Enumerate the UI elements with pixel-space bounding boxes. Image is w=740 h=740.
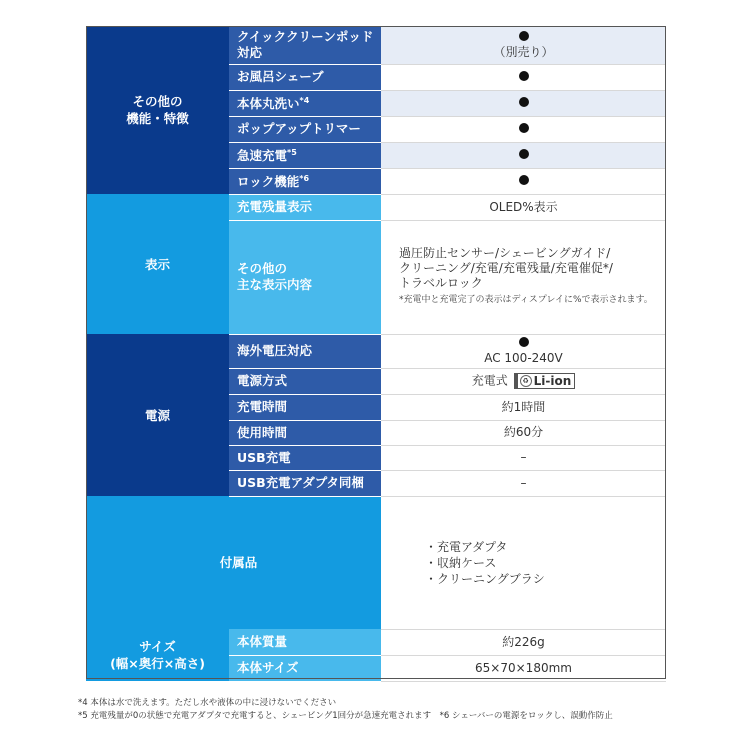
row-label: ロック機能$^{*6}$ xyxy=(229,168,381,194)
row-value xyxy=(381,64,666,90)
row-value: （別売り） xyxy=(381,26,666,64)
footnote: *4 本体は水で洗えます。ただし水や液体の中に浸けないでください xyxy=(78,698,337,708)
row-label: 急速充電$^{*5}$ xyxy=(229,142,381,168)
row-value: AC 100-240V xyxy=(381,334,666,368)
row-label: ポップアップトリマー xyxy=(229,116,381,142)
row-value: 約60分 xyxy=(381,420,666,445)
footnote: *5 充電残量が0の状態で充電アダプタで充電すると、シェービング1回分が急速充電されます *6 シェーバーの電源をロックし、誤動作防止 xyxy=(78,711,613,721)
row-label: 本体サイズ xyxy=(229,655,381,681)
row-value xyxy=(381,116,666,142)
dot-icon xyxy=(519,149,529,159)
row-value xyxy=(381,90,666,116)
category-other xyxy=(86,26,229,194)
row-value: 充電式 ♻ Li-ion xyxy=(381,368,666,394)
accessories-list xyxy=(381,496,666,629)
dot-icon xyxy=(519,31,529,41)
category-size: サイズ (幅×奥行×高さ) xyxy=(86,629,229,681)
row-label: お風呂シェーブ xyxy=(229,64,381,90)
category-power: 電源 xyxy=(86,334,229,496)
category-accessories: 付属品 xyxy=(86,496,381,629)
row-label: 使用時間 xyxy=(229,420,381,445)
row-label: クイッククリーンポッド 対応 xyxy=(229,26,381,64)
row-value: 約226g xyxy=(381,629,666,655)
row-value: OLED%表示 xyxy=(381,194,666,220)
spec-table xyxy=(86,26,666,682)
list-item: ・充電アダプタ xyxy=(425,539,508,554)
footnotes xyxy=(78,697,613,723)
row-label: 本体丸洗い$^{*4}$ xyxy=(229,90,381,116)
row-label: 電源方式 xyxy=(229,368,381,394)
row-label: 充電残量表示 xyxy=(229,194,381,220)
row-label: USB充電 xyxy=(229,445,381,470)
dot-icon xyxy=(519,175,529,185)
row-value: 65×70×180mm xyxy=(381,655,666,681)
row-value: – xyxy=(381,470,666,496)
row-label: 海外電圧対応 xyxy=(229,334,381,368)
row-value: – xyxy=(381,445,666,470)
row-value xyxy=(381,168,666,194)
li-ion-badge: ♻ Li-ion xyxy=(514,373,576,389)
list-item: ・クリーニングブラシ xyxy=(425,571,545,586)
category-display: 表示 xyxy=(86,194,229,334)
row-value: 約1時間 xyxy=(381,394,666,420)
recycle-icon: ♻ xyxy=(520,375,532,387)
row-value xyxy=(381,142,666,168)
dot-icon xyxy=(519,97,529,107)
list-item: ・収納ケース xyxy=(425,555,497,570)
row-label: 本体質量 xyxy=(229,629,381,655)
row-label: 充電時間 xyxy=(229,394,381,420)
row-value: 過圧防止センサー/シェービングガイド/ クリーニング/充電/充電残量/充電催促*/ トラベルロック *充電中と充電完了の表示はディスプレイに%で表示されます。 xyxy=(381,220,666,334)
category-other-label: その他の 機能・特徴 xyxy=(126,94,189,126)
dot-icon xyxy=(519,71,529,81)
dot-icon xyxy=(519,123,529,133)
row-label: USB充電アダプタ同梱 xyxy=(229,470,381,496)
row-label: その他の 主な表示内容 xyxy=(229,220,381,334)
dot-icon xyxy=(519,337,529,347)
